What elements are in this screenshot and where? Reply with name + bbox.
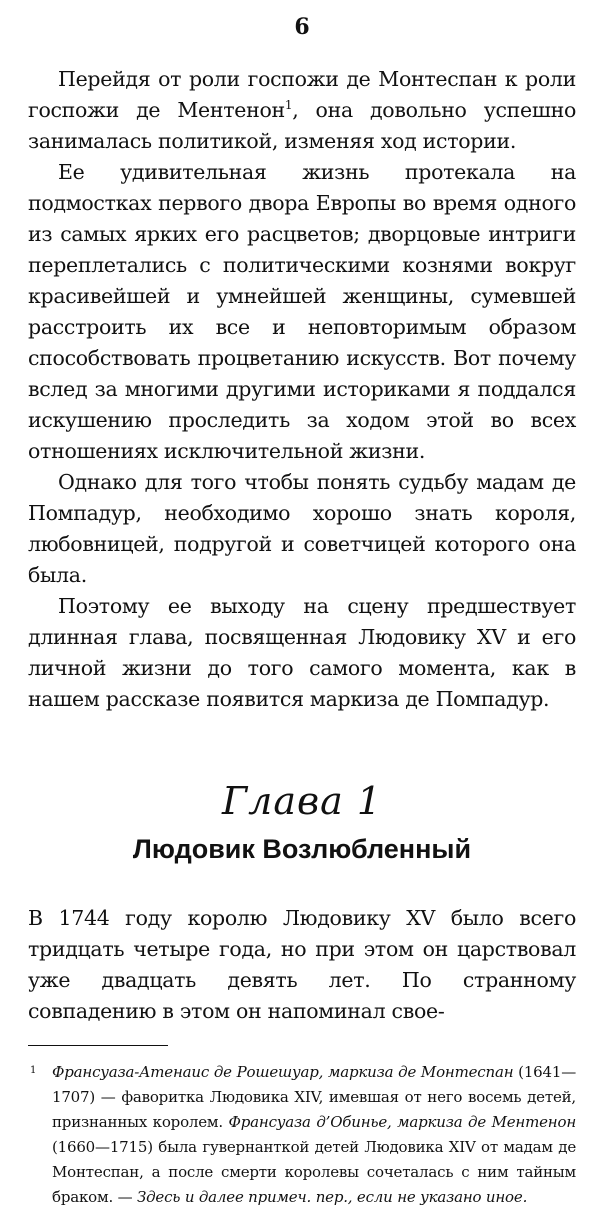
chapter-title: Людовик Возлюбленный bbox=[132, 834, 472, 864]
footnote-name: Франсуаза д’Обинье, маркиза де Ментенон bbox=[228, 1113, 576, 1131]
intro-text bbox=[28, 64, 576, 715]
page-number: 6 bbox=[294, 14, 310, 40]
footnote-text: (1641—1707) — фаворитка Людовика XIV, имевшая от него восемь детей, признанных королем. bbox=[52, 1063, 576, 1131]
footnote-mark: 1 bbox=[30, 1065, 37, 1076]
paragraph: Ее удивительная жизнь протекала на подмостках первого двора Европы во время одного из самых ярких его расцветов; дворцовые интриги переплетались с политическими кознями вокруг красивейшей и умнейшей женщины, сумевшей расстроить их все и неповторимым образом способствовать процветанию искусств. Вот почему вслед за многими другими историками я поддался искушению проследить за ходом этой во всех отношениях исключительной жизни. bbox=[28, 160, 576, 463]
footnote bbox=[28, 1060, 576, 1210]
paragraph: Поэтому ее выходу на сцену предшествует длинная глава, посвященная Людовику XV и его личной жизни до того самого момента, как в нашем рассказе появится маркиза де Помпадур. bbox=[28, 594, 576, 711]
footnote-reference[interactable]: 1 bbox=[284, 98, 293, 113]
chapter-heading bbox=[28, 777, 576, 869]
footnote-name: Франсуаза-Атенаис де Рошешуар, маркиза де Монтеспан bbox=[52, 1063, 514, 1081]
paragraph: Однако для того чтобы понять судьбу мадам де Помпадур, необходимо хорошо знать короля, любовницей, подругой и советчицей которого она была. bbox=[28, 470, 576, 587]
paragraph bbox=[28, 64, 576, 157]
paragraph-text: Перейдя от роли госпожи де Монтеспан к роли госпожи де Ментенон bbox=[28, 67, 576, 122]
footnote-divider bbox=[28, 1045, 168, 1046]
paragraph: В 1744 году королю Людовику XV было всего тридцать четыре года, но при этом он царствовал уже двадцать девять лет. По странному совпадению в этом он напоминал свое- bbox=[28, 906, 576, 1023]
footnote-text: (1660—1715) была гувернанткой детей Людовика XIV от мадам де Монтеспан, а после смерти королевы сочеталась с ним тайным браком. — bbox=[52, 1138, 576, 1206]
chapter-text bbox=[28, 903, 576, 1027]
chapter-label: Глава 1 bbox=[221, 779, 383, 823]
footnote-note: Здесь и далее примеч. пер., если не указано иное. bbox=[136, 1188, 528, 1206]
paragraph-text: , она довольно успешно занималась политикой, изменяя ход истории. bbox=[28, 98, 576, 153]
